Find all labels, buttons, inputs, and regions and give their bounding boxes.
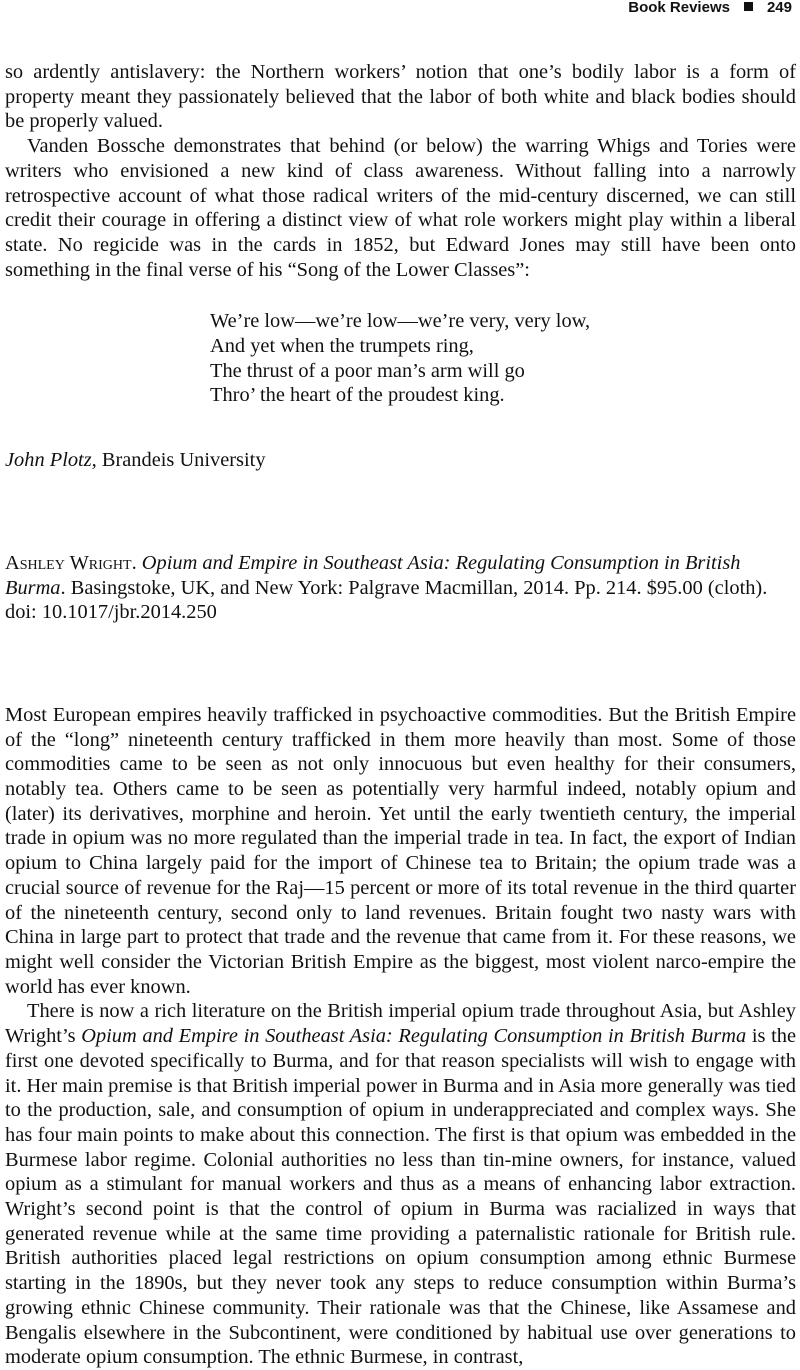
section-title: Book Reviews <box>628 0 730 16</box>
book-citation: Ashley Wright. Opium and Empire in Southeast Asia: Regulating Consumption in British Burma. Basingstoke, UK, and New York: Palgrave Macmillan, 2014. Pp. 214. $95.00 (cloth). doi: 10.1017/jbr.2014.250 <box>5 551 768 624</box>
inline-book-title: Opium and Empire in Southeast Asia: Regulating Consumption in British Burma <box>81 1025 747 1048</box>
verse-line: The thrust of a poor man’s arm will go <box>210 359 525 382</box>
running-header <box>628 0 792 16</box>
verse-line: We’re low—we’re low—we’re very, very low, <box>210 310 591 333</box>
paragraph-continuation: so ardently antislavery: the Northern workers’ notion that one’s bodily labor is a form of property meant they passionately believed that the labor of both white and black bodies should be properly valued. <box>5 61 796 133</box>
paragraph-text: There is now a rich literature on the British imperial opium trade throughout Asia, but Ashley Wright’s <box>5 1000 796 1048</box>
reviewer-affiliation: Brandeis University <box>101 449 266 472</box>
paragraph-text: is the first one devoted specifically to Burma, and for that reason specialists will wish to engage with it. Her main premise is that British imperial power in Burma and in Asia more generally was tied to the production, sale, and consumption of opium in underappreciated and complex ways. She has four main points to make about this connection. The first is that opium was embedded in the Burmese labor regime. Colonial authorities no less than tin-mine owners, for instance, valued opium as a stimulant for manual workers and thus as a means of enhancing labor extraction. Wright’s second point is that the control of opium in Burma was racialized in ways that generated revenue while at the same time providing a paternalistic rationale for British rule. British authorities placed legal restrictions on opium consumption among ethnic Burmese starting in the 1890s, but they never took any steps to reduce consumption within Burma’s growing ethnic Chinese community. Their rationale was that the Chinese, like Assamese and Bengalis elsewhere in the Subcontinent, were conditioned by habitual use over generations to moderate opium consumption. The ethnic Burmese, in contrast, <box>5 1025 797 1369</box>
page-body <box>5 60 796 1370</box>
book-title: Opium and Empire in Southeast Asia: Regulating Consumption in British Burma <box>5 551 741 599</box>
page-number: 249 <box>766 0 792 16</box>
paragraph <box>5 999 796 1370</box>
book-publication: Basingstoke, UK, and New York: Palgrave Macmillan, 2014. Pp. 214. $95.00 (cloth). <box>70 576 768 599</box>
paragraph: Most European empires heavily trafficked in psychoactive commodities. But the British Empire of the “long” nineteenth century trafficked in them more heavily than most. Some of those commodities came to be seen as not only innocuous but even healthy for their consumers, notably tea. Others came to be seen as potentially very harmful indeed, notably opium and (later) its derivatives, morphine and heroin. Yet until the early twentieth century, the imperial trade in opium was no more regulated than the imperial trade in tea. In fact, the export of Indian opium to China largely paid for the import of Chinese tea to Britain; the opium trade was a crucial source of revenue for the Raj—15 percent or more of its total revenue in the third quarter of the nineteenth century, second only to land revenues. Britain fought two nasty wars with China in large part to protect that trade and the revenue that came from it. For these reasons, we might well consider the Victorian British Empire as the biggest, most violent narco-empire the world has ever known. <box>5 703 796 998</box>
book-author: Ashley Wright <box>5 551 132 574</box>
review-body <box>5 703 796 1370</box>
verse-quote <box>210 309 796 408</box>
reviewer-name: John Plotz, <box>5 449 97 472</box>
verse-line: And yet when the trumpets ring, <box>210 335 474 358</box>
square-bullet-icon <box>744 2 753 11</box>
verse-line: Thro’ the heart of the proudest king. <box>210 384 505 407</box>
paragraph: Vanden Bossche demonstrates that behind (or below) the warring Whigs and Tories were writers who envisioned a new kind of class awareness. Without falling into a narrowly retrospective account of what those radical writers of the mid-century discerned, we can still credit their courage in offering a distinct view of what role workers might play within a liberal state. No regicide was in the cards in 1852, but Edward Jones may still have been onto something in the final verse of his “Song of the Lower Classes”: <box>5 135 796 281</box>
book-doi: doi: 10.1017/jbr.2014.250 <box>5 601 217 624</box>
reviewer-signature <box>5 448 796 473</box>
